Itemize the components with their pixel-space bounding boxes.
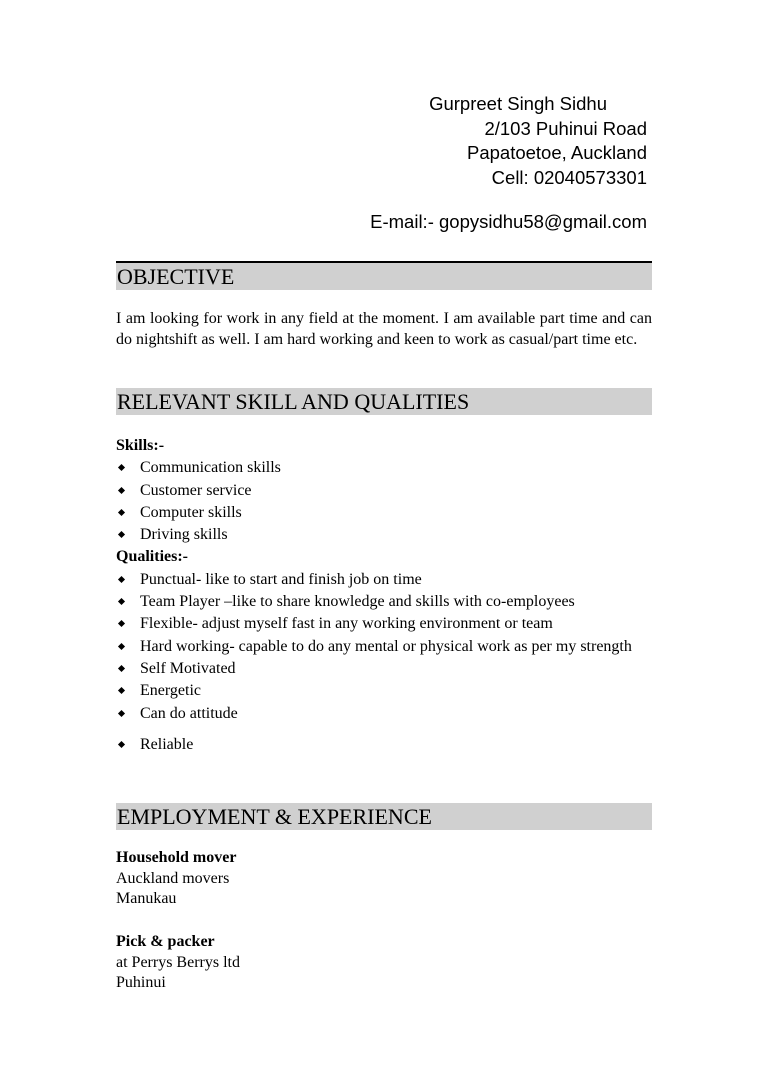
bullet-diamond-icon	[118, 710, 125, 717]
bullet-diamond-icon	[118, 531, 125, 538]
contact-header	[300, 92, 647, 235]
objective-text: I am looking for work in any field at the moment. I am available part time and can do nightshift as well. I am hard working and keen to work as casual/part time etc.	[116, 310, 652, 348]
bullet-diamond-icon	[118, 665, 125, 672]
job-title: Household mover	[116, 849, 237, 866]
bullet-diamond-icon	[118, 509, 125, 516]
bullet-diamond-icon	[118, 741, 125, 748]
list-item: Hard working- capable to do any mental or physical work as per my strength	[116, 636, 652, 658]
list-item: Reliable	[116, 734, 652, 756]
address-line-2: Papatoetoe, Auckland	[466, 142, 647, 163]
bullet-diamond-icon	[118, 643, 125, 650]
job-location: Manukau	[116, 890, 177, 907]
list-item: Can do attitude	[116, 703, 652, 725]
job-title: Pick & packer	[116, 933, 215, 950]
email-address: E-mail:- gopysidhu58@gmail.com	[370, 211, 647, 232]
bullet-diamond-icon	[118, 598, 125, 605]
list-item: Punctual- like to start and finish job on time	[116, 569, 652, 591]
job-company: at Perrys Berrys ltd	[116, 953, 240, 971]
job-location: Puhinui	[116, 974, 166, 991]
list-item: Computer skills	[116, 502, 652, 524]
qualities-list	[116, 569, 652, 756]
skills-label: Skills:-	[116, 437, 165, 454]
employment-heading: EMPLOYMENT & EXPERIENCE	[116, 803, 652, 830]
bullet-diamond-icon	[118, 576, 125, 583]
list-item: Communication skills	[116, 457, 652, 479]
list-item: Self Motivated	[116, 658, 652, 680]
skills-heading: RELEVANT SKILL AND QUALITIES	[116, 388, 652, 415]
list-item: Flexible- adjust myself fast in any working environment or team	[116, 613, 652, 635]
bullet-diamond-icon	[118, 620, 125, 627]
qualities-label: Qualities:-	[116, 548, 188, 566]
applicant-name: Gurpreet Singh Sidhu	[429, 93, 607, 114]
bullet-diamond-icon	[118, 464, 125, 471]
bullet-diamond-icon	[118, 487, 125, 494]
job-company: Auckland movers	[116, 869, 230, 887]
bullet-diamond-icon	[118, 687, 125, 694]
address-line-1: 2/103 Puhinui Road	[484, 117, 647, 139]
cell-number: Cell: 02040573301	[491, 166, 647, 188]
skills-list	[116, 457, 652, 546]
objective-heading: OBJECTIVE	[116, 261, 652, 290]
list-item: Energetic	[116, 680, 652, 702]
job-entry	[116, 932, 240, 994]
skills-qualities-block	[116, 435, 652, 756]
list-item: Customer service	[116, 480, 652, 502]
job-entry	[116, 848, 236, 910]
list-item: Driving skills	[116, 524, 652, 546]
list-item: Team Player –like to share knowledge and skills with co-employees	[116, 591, 652, 613]
